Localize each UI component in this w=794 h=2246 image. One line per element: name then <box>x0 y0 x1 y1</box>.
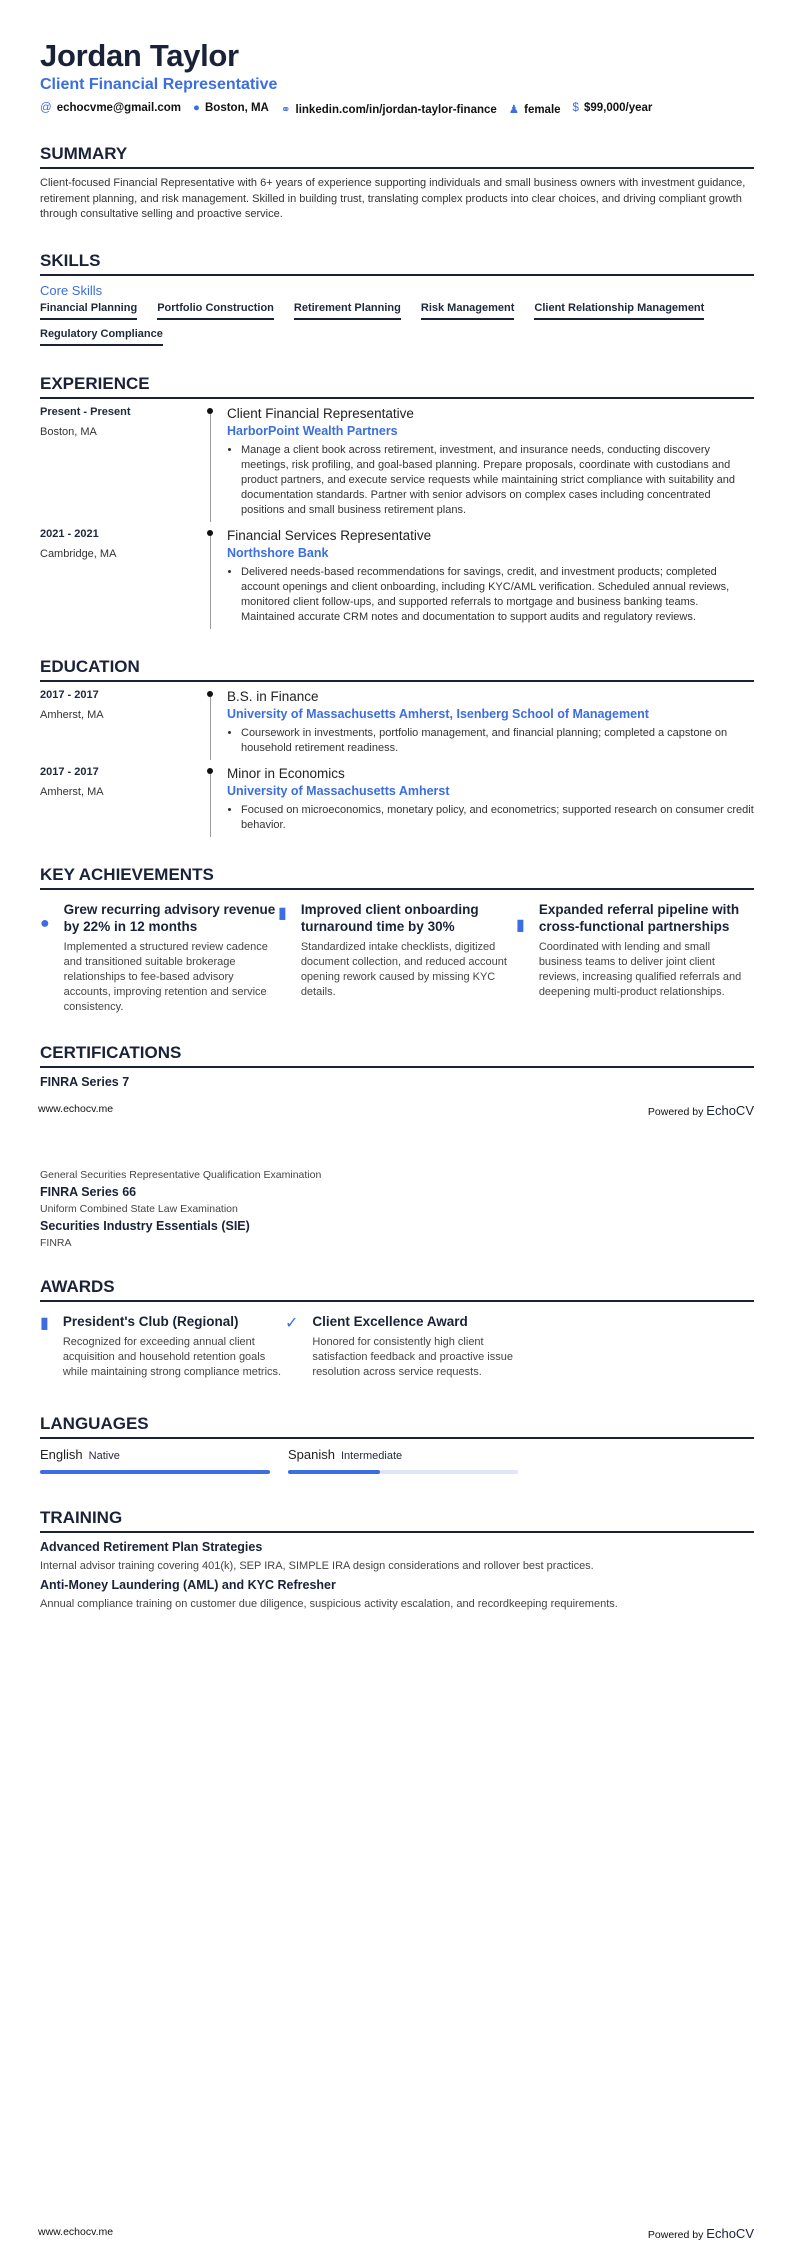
proficiency-fill <box>40 1470 270 1474</box>
summary-heading: SUMMARY <box>40 144 754 169</box>
contact-salary: $ $99,000/year <box>572 102 653 114</box>
skill-tag: Regulatory Compliance <box>40 328 163 346</box>
skill-tag: Financial Planning <box>40 302 137 320</box>
skills-list <box>40 302 754 346</box>
achievement-text: Coordinated with lending and small business teams to deliver joint client reviews, increasing qualified referrals and deepening multi-product relationships. <box>538 940 742 998</box>
achievement-item <box>278 901 516 1015</box>
certification-name: FINRA Series 66 <box>40 1185 137 1199</box>
award-item <box>285 1313 530 1380</box>
award-title: Client Excellence Award <box>312 1314 468 1329</box>
achievement-title: Improved client onboarding turnaround time by 30% <box>300 901 479 934</box>
skill-tag: Risk Management <box>421 302 515 320</box>
experience-entry <box>40 406 754 522</box>
entry-bullet: • Delivered needs-based recommendations for savings, credit, and investment products; completed account openings and client onboarding, including KYC/AML verification. Scheduled annual reviews, monitored client follow-ups, and supported referrals to mortgage and business banking teams. Maintained accurate CRM notes and documentation to support audits and regulatory reviews. <box>241 565 754 625</box>
candidate-title: Client Financial Representative <box>40 76 278 93</box>
training-name: Anti-Money Laundering (AML) and KYC Refresher <box>40 1578 336 1592</box>
dollar-icon: $ <box>572 102 579 114</box>
footer-site-link[interactable]: www.echocv.me <box>38 1103 114 1115</box>
certification-name: FINRA Series 7 <box>40 1074 130 1089</box>
proficiency-bar <box>288 1470 518 1474</box>
entry-bullet: • Manage a client book across retirement, investment, and insurance needs, conducting discovery meetings, risk profiling, and goal-based planning. Prepare proposals, coordinate with custodians and product partners, and execute service requests while maintaining strict compliance with suitability and documentation standards. Partner with senior advisors on complex cases including concentrated positions and small business retirement plans. <box>241 443 754 518</box>
chat-bubble-icon: ● <box>40 914 50 932</box>
award-item <box>40 1313 285 1380</box>
candidate-name: Jordan Taylor <box>40 38 239 73</box>
training-name: Advanced Retirement Plan Strategies <box>40 1540 263 1554</box>
page-footer <box>38 2226 754 2241</box>
entry-location: Cambridge, MA <box>40 547 117 560</box>
skill-tag: Portfolio Construction <box>157 302 274 320</box>
certifications-heading: CERTIFICATIONS <box>40 1043 754 1068</box>
entry-bullet: • Focused on microeconomics, monetary policy, and econometrics; supported research on consumer credit behavior. <box>241 803 754 833</box>
skill-tag: Client Relationship Management <box>534 302 704 320</box>
training-description: Internal advisor training covering 401(k), SEP IRA, SIMPLE IRA design considerations and rollover best practices. <box>40 1560 594 1572</box>
entry-school: University of Massachusetts Amherst <box>227 783 450 798</box>
entry-dates: 2017 - 2017 <box>40 688 99 701</box>
proficiency-bar <box>40 1470 270 1474</box>
awards-list <box>40 1309 754 1380</box>
achievement-text: Standardized intake checklists, digitized document collection, and reduced account opening rework caused by missing KYC details. <box>300 940 507 998</box>
page-footer <box>38 1103 754 1118</box>
languages-list <box>40 1446 754 1474</box>
certification-issuer: General Securities Representative Qualification Examination <box>40 1169 322 1181</box>
summary-text: Client-focused Financial Representative with 6+ years of experience supporting individuals and small business owners with investment guidance, retirement planning, and risk management. Skilled in building trust, translating complex products into clear choices, and driving compliant growth through consultative selling and proactive service. <box>40 177 746 220</box>
contact-row <box>40 102 754 116</box>
entry-dates: 2017 - 2017 <box>40 765 99 778</box>
entry-dates: Present - Present <box>40 405 131 418</box>
achievement-text: Implemented a structured review cadence and transitioned suitable brokerage relationships to fee-based advisory accounts, improving retention and service consistency. <box>63 940 268 1013</box>
training-description: Annual compliance training on customer due diligence, suspicious activity escalation, and recordkeeping requirements. <box>40 1598 618 1610</box>
document-icon: ▮ <box>516 916 525 934</box>
person-icon: ♟ <box>508 104 520 116</box>
certification-issuer: Uniform Combined State Law Examination <box>40 1203 238 1215</box>
training-heading: TRAINING <box>40 1508 754 1533</box>
award-text: Recognized for exceeding annual client acquisition and household retention goals while maintaining strong compliance metrics. <box>62 1336 282 1378</box>
skills-group-label: Core Skills <box>40 282 103 298</box>
entry-school: University of Massachusetts Amherst, Isenberg School of Management <box>227 706 649 721</box>
timeline-marker <box>205 689 225 760</box>
entry-role: Client Financial Representative <box>227 405 414 421</box>
contact-gender: ♟ female <box>508 104 561 116</box>
languages-heading: LANGUAGES <box>40 1414 754 1439</box>
entry-org: HarborPoint Wealth Partners <box>227 423 398 438</box>
entry-bullet: • Coursework in investments, portfolio management, and financial planning; completed a capstone on household retirement readiness. <box>241 726 754 756</box>
language-level: Intermediate <box>340 1450 403 1462</box>
contact-email[interactable]: @ echocvme@gmail.com <box>40 102 182 114</box>
timeline-marker <box>205 406 225 522</box>
skills-heading: SKILLS <box>40 251 754 276</box>
at-icon: @ <box>40 102 52 114</box>
checkmark-icon: ✓ <box>285 1315 299 1332</box>
experience-heading: EXPERIENCE <box>40 374 754 399</box>
entry-location: Amherst, MA <box>40 785 104 798</box>
language-item <box>288 1446 518 1474</box>
timeline-marker <box>205 528 225 629</box>
footer-site-link[interactable]: www.echocv.me <box>38 2226 114 2238</box>
footer-brand[interactable]: EchoCV <box>706 1103 754 1118</box>
timeline-marker <box>205 766 225 837</box>
award-title: President's Club (Regional) <box>62 1314 239 1329</box>
contact-linkedin[interactable]: ⚭ linkedin.com/in/jordan-taylor-finance <box>280 104 497 116</box>
certification-issuer: FINRA <box>40 1237 72 1249</box>
entry-dates: 2021 - 2021 <box>40 527 99 540</box>
document-check-icon: ▮ <box>278 904 287 922</box>
link-icon: ⚭ <box>280 104 291 116</box>
page-2 <box>0 1123 794 2246</box>
language-level: Native <box>88 1450 120 1462</box>
entry-location: Amherst, MA <box>40 708 104 721</box>
achievement-item <box>40 901 278 1015</box>
education-entry <box>40 689 754 760</box>
entry-org: Northshore Bank <box>227 545 329 560</box>
entry-degree: B.S. in Finance <box>227 688 319 704</box>
awards-heading: AWARDS <box>40 1277 754 1302</box>
achievement-title: Grew recurring advisory revenue by 22% in 12 months <box>63 901 276 934</box>
language-name: English <box>40 1447 83 1462</box>
proficiency-fill <box>288 1470 380 1474</box>
achievements-heading: KEY ACHIEVEMENTS <box>40 865 754 890</box>
entry-degree: Minor in Economics <box>227 765 345 781</box>
achievement-title: Expanded referral pipeline with cross-functional partnerships <box>538 901 740 934</box>
footer-brand[interactable]: EchoCV <box>706 2226 754 2241</box>
language-name: Spanish <box>288 1447 335 1462</box>
location-pin-icon: ● <box>193 102 200 114</box>
document-chart-icon: ▮ <box>40 1315 49 1332</box>
achievements-list <box>40 897 754 1015</box>
achievement-item <box>516 901 754 1015</box>
education-entry <box>40 766 754 837</box>
certification-name: Securities Industry Essentials (SIE) <box>40 1219 250 1233</box>
footer-powered-label: Powered by <box>647 1106 704 1118</box>
education-heading: EDUCATION <box>40 657 754 682</box>
entry-location: Boston, MA <box>40 425 97 438</box>
contact-location: ● Boston, MA <box>193 102 269 114</box>
entry-role: Financial Services Representative <box>227 527 432 543</box>
experience-entry <box>40 528 754 629</box>
language-item <box>40 1446 270 1474</box>
award-text: Honored for consistently high client satisfaction feedback and proactive issue resolution across service requests. <box>312 1336 513 1378</box>
skill-tag: Retirement Planning <box>294 302 401 320</box>
footer-powered-label: Powered by <box>647 2229 704 2241</box>
